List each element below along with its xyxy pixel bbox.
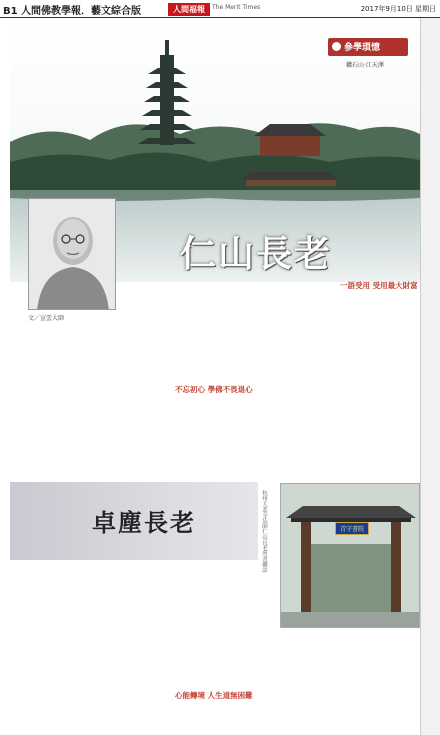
portrait-caption: 文／宣雲大師 [28,315,65,322]
main-title: 仁山長老 [180,233,333,275]
subheading-3: 心能轉境 人生道無困難 [175,691,253,700]
newspaper-logo: 人間福報 [168,3,210,16]
column-badge-label: 參學瑣憶 [344,43,381,53]
subheading-1: 一語受用 受用最大財富 [340,281,418,290]
lotus-icon [332,42,341,51]
column-badge [328,38,408,56]
gate-sign: 青守書院 [335,522,369,535]
monk-portrait-image [29,199,116,310]
side-strip [420,18,440,735]
lower-title: 卓塵長老 [92,508,196,537]
photo-caption: 杭州大悲寺法師仁山長老所書聯語 [261,490,267,573]
calligraphy-gate-photo [280,483,420,628]
column-author: 鑽石山·江天澤 [346,62,384,69]
subheading-2: 不忘初心 學佛不畏退心 [175,385,253,394]
page-label: B1 人間佛教學報．藝文綜合版 [3,6,142,17]
portrait-photo [28,198,116,310]
issue-date: 2017年9月10日 星期日 [360,5,436,13]
newspaper-logo-english: The Merit Times [212,4,261,11]
page-header [0,0,440,18]
temple-gate-image [281,484,420,628]
